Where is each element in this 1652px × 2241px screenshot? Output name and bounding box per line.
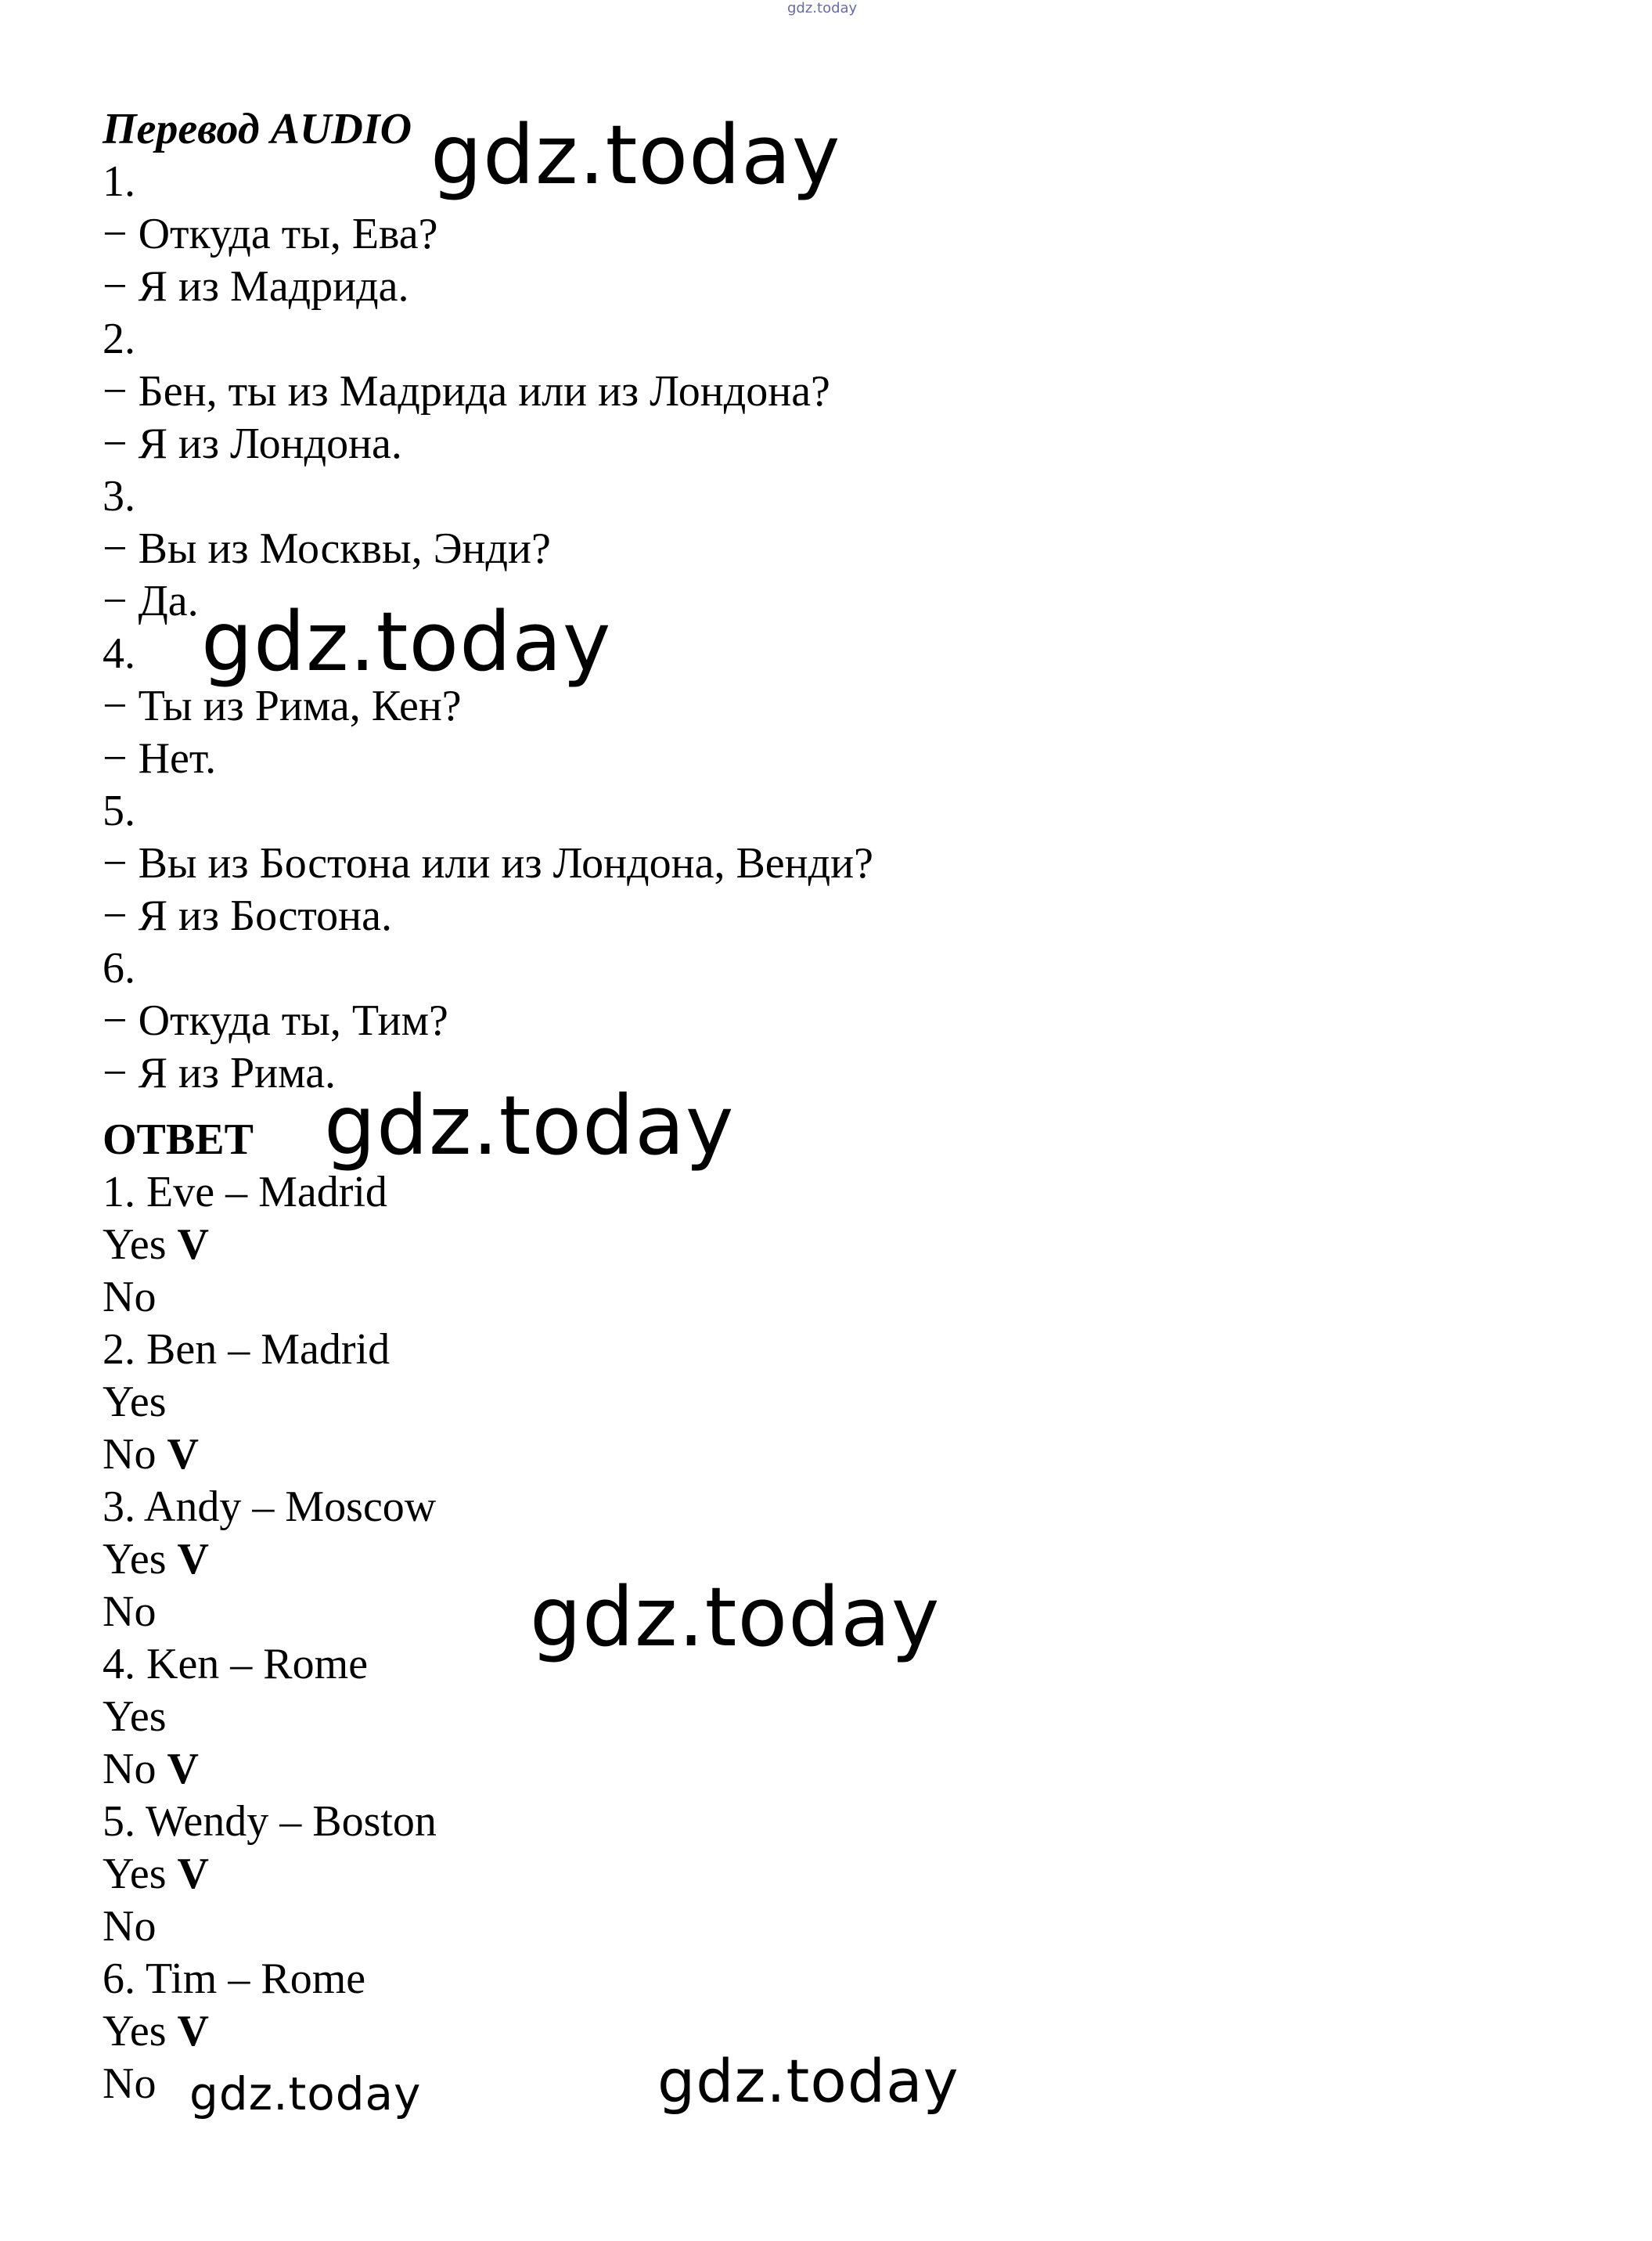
watermark: gdz.today xyxy=(530,1569,941,1665)
dialogue-number: 2. xyxy=(103,315,135,363)
dialogue-number: 3. xyxy=(103,472,135,521)
answer-item-label: 2. Ben – Madrid xyxy=(103,1325,391,1374)
answer-no-option xyxy=(103,1901,1198,1953)
dialogue-line: − Нет. xyxy=(103,734,217,783)
watermark: gdz.today xyxy=(430,107,841,203)
yes-label: Yes xyxy=(103,1220,167,1269)
dialogue-line: − Я из Лондона. xyxy=(103,420,402,468)
dialogue-number: 4. xyxy=(103,629,135,678)
no-label: No xyxy=(103,1902,157,1951)
section-title: Перевод AUDIO xyxy=(103,105,412,153)
answer-no-option xyxy=(103,1271,1198,1324)
dialogue-number: 6. xyxy=(103,944,135,993)
answer-heading: ОТВЕТ xyxy=(103,1115,254,1164)
watermark: gdz.today xyxy=(201,594,612,690)
answer-item-label: 5. Wendy – Boston xyxy=(103,1797,437,1846)
answer-no-option xyxy=(103,1429,1198,1481)
answer-item-label: 6. Tim – Rome xyxy=(103,1955,366,2003)
dialogue-line: − Да. xyxy=(103,577,199,625)
watermark-top: gdz.today xyxy=(787,0,858,16)
dialogue-line: − Бен, ты из Мадрида или из Лондона? xyxy=(103,367,830,416)
no-label: No xyxy=(103,1587,157,1636)
answer-item-label: 3. Andy – Moscow xyxy=(103,1483,437,1531)
check-mark: V xyxy=(167,1430,199,1479)
dialogue-line: − Откуда ты, Ева? xyxy=(103,210,438,258)
answer-no-option xyxy=(103,1743,1198,1796)
check-mark: V xyxy=(177,1850,209,1898)
answer-yes-option xyxy=(103,1376,1198,1429)
yes-label: Yes xyxy=(103,2007,167,2055)
dialogue-line: − Ты из Рима, Кен? xyxy=(103,682,462,730)
check-mark: V xyxy=(177,1535,209,1583)
check-mark: V xyxy=(177,2007,209,2055)
yes-label: Yes xyxy=(103,1850,167,1898)
answer-yes-option xyxy=(103,1848,1198,1901)
no-label: No xyxy=(103,1430,157,1479)
yes-label: Yes xyxy=(103,1535,167,1583)
answer-item-label: 1. Eve – Madrid xyxy=(103,1168,387,1216)
answer-yes-option xyxy=(103,2005,1198,2058)
watermark: gdz.today xyxy=(324,1078,735,1173)
no-label: No xyxy=(103,2059,157,2108)
watermark: gdz.today xyxy=(657,2046,959,2116)
answer-yes-option xyxy=(103,1691,1198,1743)
dialogue-line: − Вы из Бостона или из Лондона, Венди? xyxy=(103,839,873,888)
dialogue-number: 1. xyxy=(103,157,135,206)
dialogue-line: − Вы из Москвы, Энди? xyxy=(103,524,551,573)
dialogue-line: − Я из Рима. xyxy=(103,1049,337,1097)
watermark: gdz.today xyxy=(189,2067,422,2120)
dialogue-line: − Я из Мадрида. xyxy=(103,262,409,311)
dialogue-line: − Я из Бостона. xyxy=(103,892,392,940)
dialogue-line: − Откуда ты, Тим? xyxy=(103,996,448,1045)
no-label: No xyxy=(103,1273,157,1321)
dialogue-number: 5. xyxy=(103,787,135,835)
check-mark: V xyxy=(177,1220,209,1269)
yes-label: Yes xyxy=(103,1692,167,1741)
no-label: No xyxy=(103,1745,157,1793)
answer-yes-option xyxy=(103,1219,1198,1271)
check-mark: V xyxy=(167,1745,199,1793)
answer-item-label: 4. Ken – Rome xyxy=(103,1640,369,1688)
yes-label: Yes xyxy=(103,1378,167,1426)
